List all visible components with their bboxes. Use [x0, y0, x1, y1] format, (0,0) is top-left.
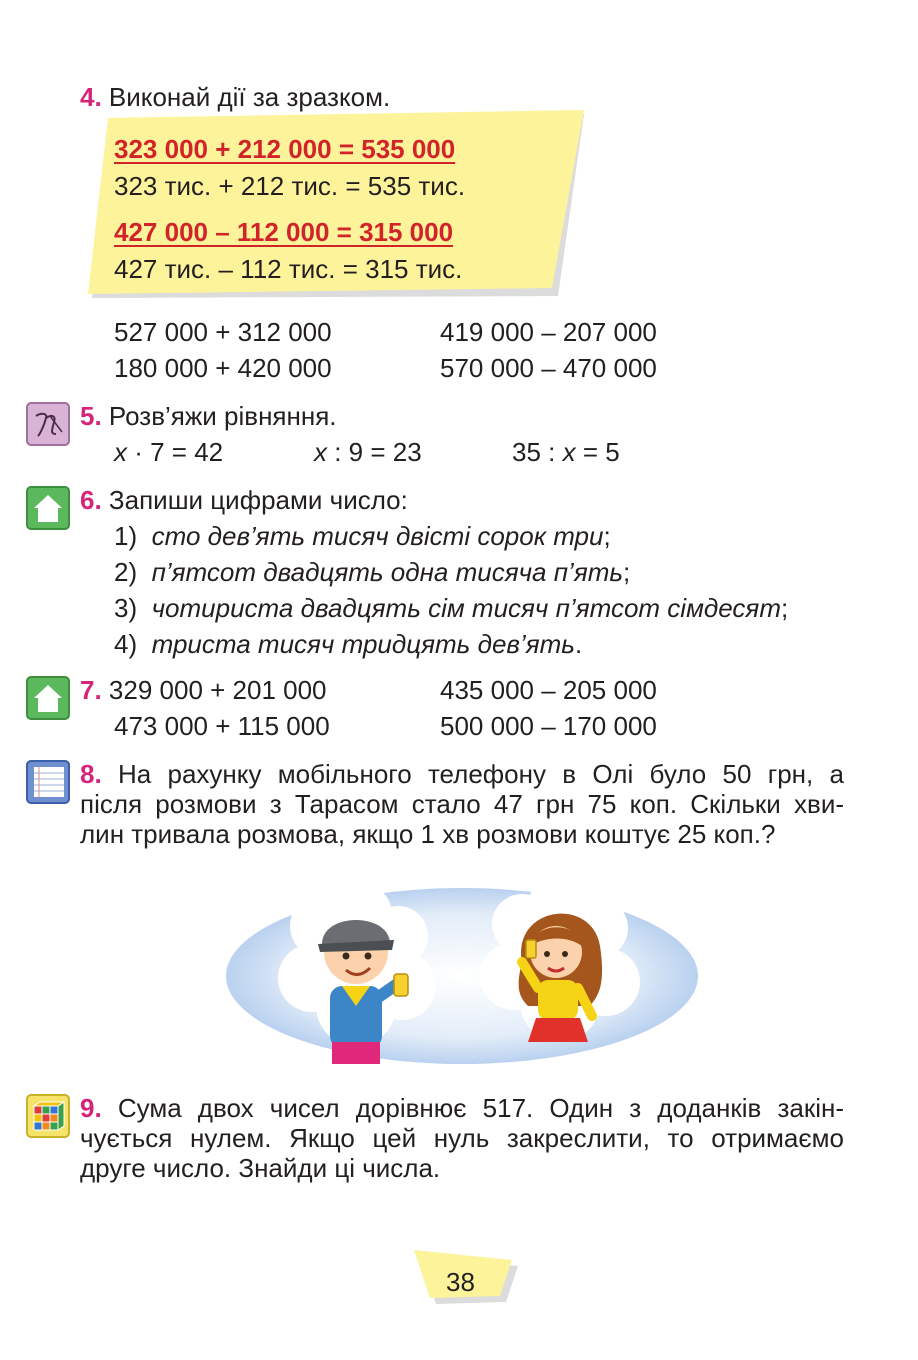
phone-conversation-illustration	[222, 866, 702, 1072]
notebook-icon	[26, 760, 70, 804]
task-title: Розв’яжи рівняння.	[108, 401, 337, 431]
equation	[512, 436, 620, 468]
task8-line	[80, 758, 844, 790]
exercise: 180 000 + 420 000	[114, 353, 332, 383]
exercise: 473 000 + 115 000	[114, 711, 330, 741]
sample-line: 323 тис. + 212 тис. = 535 тис.	[114, 171, 466, 201]
calligraphy-icon	[26, 402, 70, 446]
equation	[314, 436, 422, 468]
list-item	[114, 556, 630, 588]
sample-line: 427 000 – 112 000 = 315 000	[114, 217, 454, 247]
task9-line	[80, 1092, 844, 1124]
exercise: 329 000 + 201 000	[108, 675, 327, 705]
problem-text: На рахунку мобільного телефону в Олі було 50 грн, а	[117, 759, 844, 789]
task8-line: лин тривала розмова, якщо 1 хв розмови коштує 25 коп.?	[80, 819, 776, 849]
variable: x	[314, 437, 327, 467]
task-title: Виконай дії за зразком.	[108, 82, 391, 112]
item-number: 3)	[114, 593, 138, 623]
task-title: Запиши цифрами число:	[108, 485, 408, 515]
task9-line: чується нулем. Якщо цей нуль закреслити, то отримаємо	[80, 1123, 844, 1153]
task-number: 9.	[80, 1093, 102, 1123]
item-number: 2)	[114, 557, 138, 587]
variable: x	[114, 437, 127, 467]
equation-rest: = 5	[575, 437, 620, 467]
rubiks-cube-icon	[26, 1094, 70, 1138]
task8-line: після розмови з Тарасом стало 47 грн 75 коп. Скільки хви-	[80, 789, 844, 819]
item-number: 1)	[114, 521, 138, 551]
item-punct: ;	[603, 521, 611, 551]
task5-heading	[80, 400, 337, 432]
exercise: 527 000 + 312 000	[114, 317, 332, 347]
task-number: 6.	[80, 485, 102, 515]
list-item	[114, 628, 582, 660]
task9-line: друге число. Знайди ці числа.	[80, 1153, 441, 1183]
task7-row	[80, 674, 327, 706]
task-number: 4.	[80, 82, 102, 112]
item-punct: ;	[623, 557, 631, 587]
exercise: 419 000 – 207 000	[440, 317, 657, 347]
sample-line: 427 тис. – 112 тис. = 315 тис.	[114, 254, 463, 284]
equation-pre: 35 :	[512, 437, 563, 467]
task-number: 8.	[80, 759, 102, 789]
item-text: сто дев’ять тисяч двісті сорок три	[151, 521, 604, 551]
item-punct: ;	[780, 593, 789, 623]
exercise: 570 000 – 470 000	[440, 353, 657, 383]
page-number: 38	[446, 1267, 475, 1297]
list-item	[114, 592, 788, 624]
sample-line: 323 000 + 212 000 = 535 000	[114, 134, 456, 164]
item-number: 4)	[114, 629, 138, 659]
exercise: 435 000 – 205 000	[440, 675, 657, 705]
equation	[114, 436, 223, 468]
item-punct: .	[574, 629, 583, 659]
equation-rest: · 7 = 42	[127, 437, 224, 467]
task6-heading	[80, 484, 408, 516]
variable: x	[562, 437, 576, 467]
list-item	[114, 520, 611, 552]
task-number: 7.	[80, 675, 102, 705]
house-icon	[26, 486, 70, 530]
item-text: чотириста двадцять сім тисяч п’ятсот сімдесят	[151, 593, 781, 623]
task4-heading	[80, 81, 390, 113]
task-number: 5.	[80, 401, 102, 431]
house-icon	[26, 676, 70, 720]
problem-text: Сума двох чисел дорівнює 517. Один з доданків закін-	[117, 1093, 844, 1123]
equation-rest: : 9 = 23	[327, 437, 422, 467]
exercise: 500 000 – 170 000	[440, 711, 657, 741]
item-text: п’ятсот двадцять одна тисяча п’ять	[151, 557, 624, 587]
item-text: триста тисяч тридцять дев’ять	[151, 629, 575, 659]
